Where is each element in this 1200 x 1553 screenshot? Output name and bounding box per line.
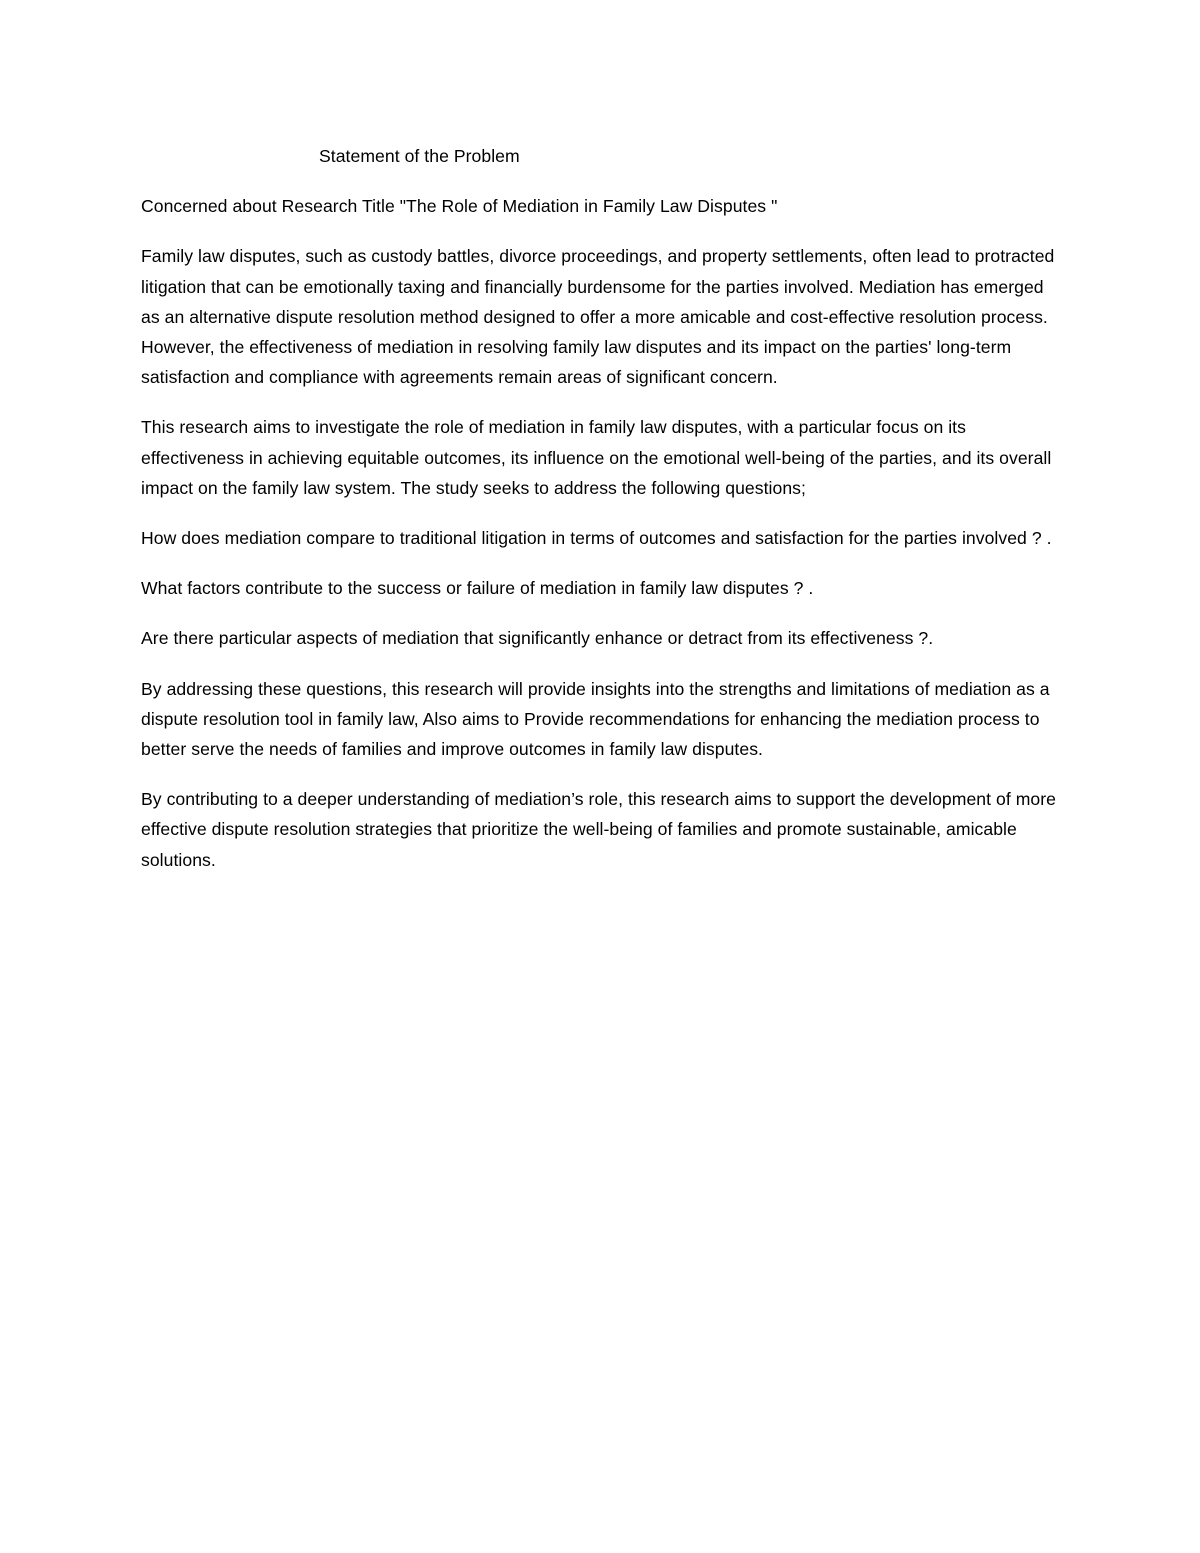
research-title-paragraph: Concerned about Research Title "The Role of Mediation in Family Law Disputes " (141, 196, 778, 217)
insights-paragraph: By addressing these questions, this research will provide insights into the strengths and limitations of mediation as a dispute resolution tool in family law, Also aims to Provide recommendations for enhancing the mediation process to better serve the needs of families and improve outcomes in family law disputes. (141, 678, 1050, 760)
question-1-paragraph: How does mediation compare to traditional litigation in terms of outcomes and satisfaction for the parties involved ? . (141, 528, 1052, 549)
question-3-paragraph: Are there particular aspects of mediation that significantly enhance or detract from its effectiveness ?. (141, 628, 934, 649)
document-body (141, 141, 1061, 895)
conclusion-paragraph: By contributing to a deeper understanding of mediation’s role, this research aims to support the development of more effective dispute resolution strategies that prioritize the well-being of families and promote sustainable, amicable solutions. (141, 789, 1057, 870)
aim-paragraph: This research aims to investigate the role of mediation in family law disputes, with a particular focus on its effectiveness in achieving equitable outcomes, its influence on the emotional well-being of the parties, and its overall impact on the family law system. The study seeks to address the following questions; (141, 417, 1052, 498)
document-title: Statement of the Problem (319, 146, 520, 166)
background-paragraph: Family law disputes, such as custody battles, divorce proceedings, and property settlements, often lead to protracted litigation that can be emotionally taxing and financially burdensome for the parties involved. Mediation has emerged as an alternative dispute resolution method designed to offer a more amicable and cost-effective resolution process. However, the effectiveness of mediation in resolving family law disputes and its impact on the parties' long-term satisfaction and compliance with agreements remain areas of significant concern. (141, 246, 1055, 388)
question-2-paragraph: What factors contribute to the success or failure of mediation in family law disputes ? . (141, 578, 814, 599)
